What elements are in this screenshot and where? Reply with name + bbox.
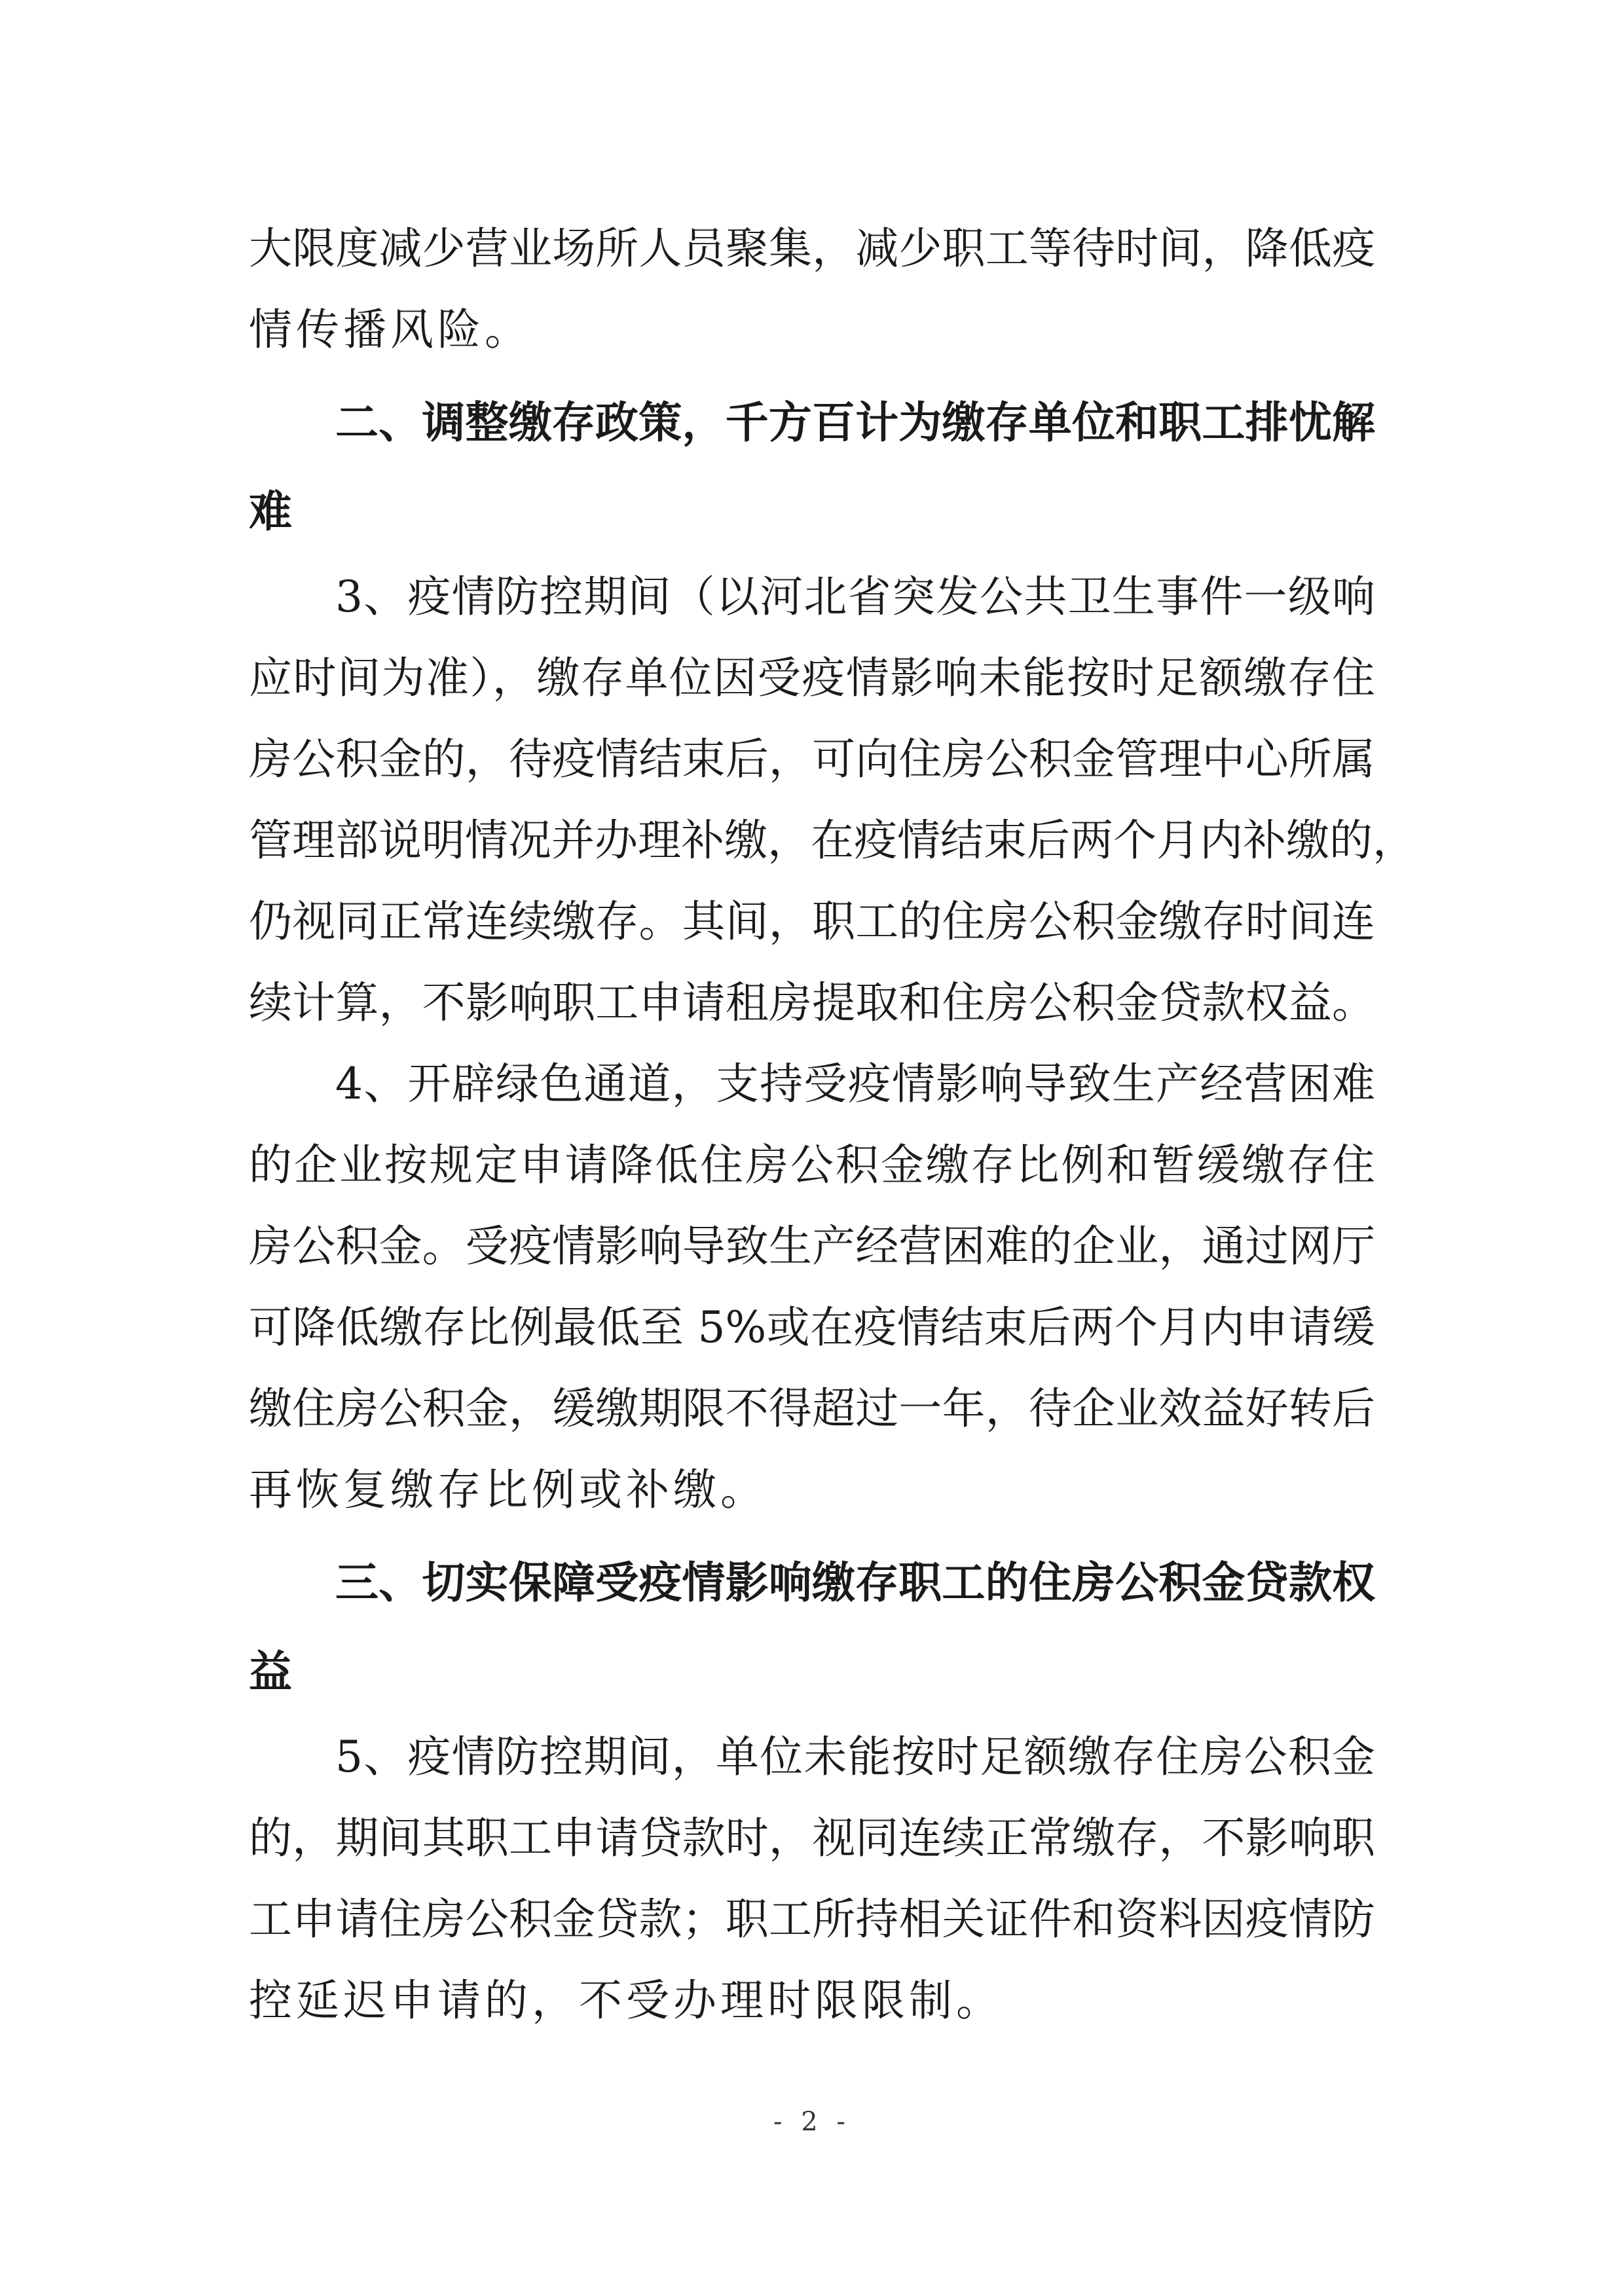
section-heading: 益	[249, 1647, 296, 1697]
section-heading: 二、调整缴存政策，千方百计为缴存单位和职工排忧解	[335, 397, 1375, 448]
document-body	[249, 208, 1416, 2041]
paragraph-first-line: 4、开辟绿色通道，支持受疫情影响导致生产经营困难	[335, 1059, 1375, 1109]
body-line: 大限度减少营业场所人员聚集，减少职工等待时间，降低疫	[249, 223, 1375, 274]
body-line: 再恢复缴存比例或补缴。	[249, 1465, 767, 1515]
body-line: 可降低缴存比例最低至 5%或在疫情结束后两个月内申请缓	[249, 1302, 1375, 1353]
paragraph-first-line: 3、疫情防控期间（以河北省突发公共卫生事件一级响	[335, 572, 1375, 622]
body-line: 仍视同正常连续缴存。其间，职工的住房公积金缴存时间连	[249, 896, 1375, 947]
page-number: - 2 -	[773, 2107, 851, 2137]
body-line: 情传播风险。	[249, 304, 532, 355]
body-line: 房公积金。受疫情影响导致生产经营困难的企业，通过网厅	[249, 1221, 1375, 1271]
body-line: 缴住房公积金，缓缴期限不得超过一年，待企业效益好转后	[249, 1383, 1375, 1434]
body-line: 的，期间其职工申请贷款时，视同连续正常缴存，不影响职	[249, 1813, 1375, 1863]
section-heading: 三、切实保障受疫情影响缴存职工的住房公积金贷款权	[335, 1558, 1375, 1608]
body-line: 的企业按规定申请降低住房公积金缴存比例和暂缓缴存住	[249, 1140, 1375, 1190]
body-line: 应时间为准），缴存单位因受疫情影响未能按时足额缴存住	[249, 653, 1375, 703]
paragraph-first-line: 5、疫情防控期间，单位未能按时足额缴存住房公积金	[335, 1732, 1375, 1782]
body-line: 工申请住房公积金贷款；职工所持相关证件和资料因疫情防	[249, 1894, 1375, 1944]
section-heading: 难	[249, 486, 296, 537]
body-line: 续计算，不影响职工申请租房提取和住房公积金贷款权益。	[249, 977, 1375, 1028]
body-line: 控延迟申请的，不受办理时限限制。	[249, 1975, 1003, 2026]
body-line: 房公积金的，待疫情结束后，可向住房公积金管理中心所属	[249, 734, 1375, 784]
body-line: 管理部说明情况并办理补缴，在疫情结束后两个月内补缴的，	[249, 815, 1416, 866]
